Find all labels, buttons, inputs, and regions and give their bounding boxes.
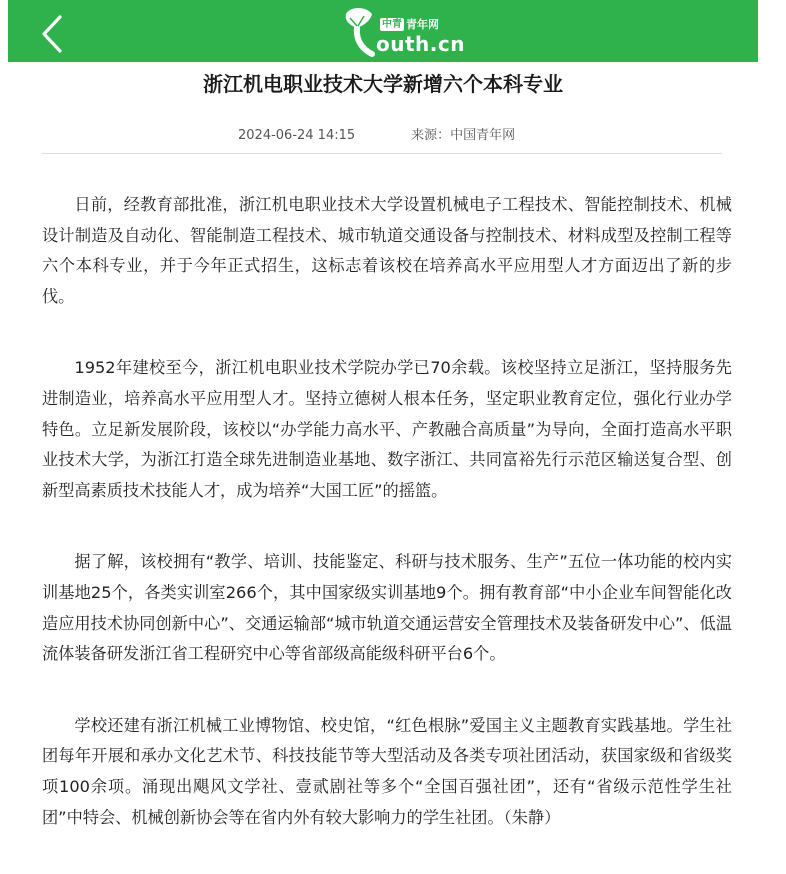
article-body (42, 190, 732, 874)
logo-badge (380, 16, 446, 32)
article-source: 中国青年网 (450, 128, 516, 143)
divider (42, 153, 722, 154)
back-button[interactable] (36, 14, 70, 54)
logo-badge-text: 青年网 (406, 18, 439, 31)
youth-logo[interactable] (336, 4, 466, 58)
article-paragraph: 据了解，该校拥有“教学、培训、技能鉴定、科研与技术服务、生产”五位一体功能的校内实训基地25个，各类实训室266个，其中国家级实训基地9个。拥有教育部“中小企业车间智能化改造应用技术协同创新中心”、交通运输部“城市轨道交通运营安全管理技术及装备研发中心”、低温流体装备研发浙江省工程研究中心等省部级高能级科研平台6个。 (42, 552, 732, 664)
article-meta (238, 126, 515, 146)
top-bar (8, 0, 758, 62)
article-paragraph: 日前，经教育部批准，浙江机电职业技术大学设置机械电子工程技术、智能控制技术、机械设计制造及自动化、智能制造工程技术、城市轨道交通设备与控制技术、材料成型及控制工程等六个本科专业，并于今年正式招生，这标志着该校在培养高水平应用型人才方面迈出了新的步伐。 (42, 195, 732, 306)
article-paragraph: 1952年建校至今，浙江机电职业技术学院办学已70余载。该校坚持立足浙江，坚持服务先进制造业，培养高水平应用型人才。坚持立德树人根本任务，坚定职业教育定位，强化行业办学特色。立足新发展阶段，该校以“办学能力高水平、产教融合高质量”为导向，全面打造高水平职业技术大学，为浙江打造全球先进制造业基地、数字浙江、共同富裕先行示范区输送复合型、创新型高素质技术技能人才，成为培养“大国工匠”的摇篮。 (42, 358, 732, 500)
source-label: 来源： (411, 128, 451, 143)
logo-badge-box: 中青 (382, 18, 402, 30)
chevron-left-icon (36, 14, 70, 54)
article-date: 2024-06-24 14:15 (238, 128, 356, 143)
logo-wordmark: outh.cn (376, 32, 465, 56)
article-title: 浙江机电职业技术大学新增六个本科专业 (203, 72, 563, 96)
article-paragraph: 学校还建有浙江机械工业博物馆、校史馆，“红色根脉”爱国主义主题教育实践基地。学生社团每年开展和承办文化艺术节、科技技能节等大型活动及各类专项社团活动，获国家级和省级奖项100余项。涌现出飓风文学社、壹贰剧社等多个“全国百强社团”，还有“省级示范性学生社团”中特会、机械创新协会等在省内外有较大影响力的学生社团。（朱静） (42, 715, 732, 827)
